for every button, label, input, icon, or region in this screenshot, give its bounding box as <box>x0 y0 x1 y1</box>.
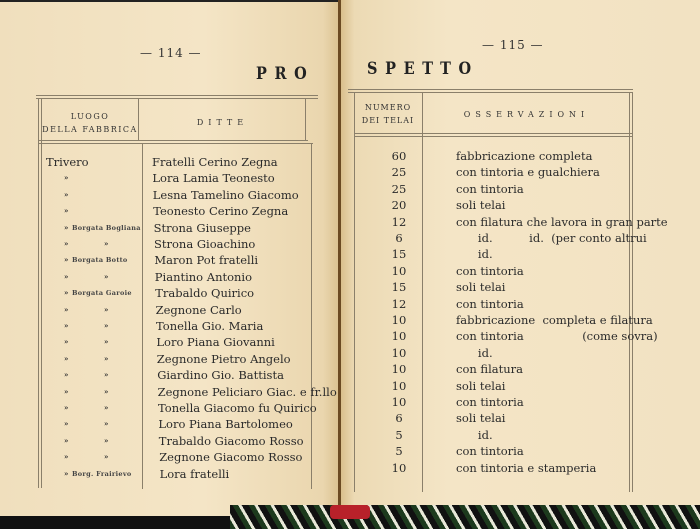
column-header-luogo: LUOGO DELLA FABBRICA <box>42 112 138 134</box>
ditto-mark: » <box>64 304 69 314</box>
luogo-cell: Borgata Bogliana <box>72 223 141 232</box>
ditto-mark: » <box>64 435 69 445</box>
ditta-cell: Strona Giuseppe <box>153 220 251 235</box>
telai-cell: 12 <box>391 296 407 311</box>
osservazioni-cell: con tintoria <box>456 296 524 311</box>
ditta-cell: Zegnone Pietro Angelo <box>156 351 291 366</box>
ditto-mark: » <box>64 337 69 347</box>
telai-cell: 10 <box>391 378 407 393</box>
ditto-mark: » <box>64 452 69 462</box>
ditto-mark: » <box>64 288 69 298</box>
osservazioni-cell: con tintoria e gualchiera <box>456 165 600 180</box>
ditta-cell: Trabaldo Giacomo Rosso <box>158 433 304 448</box>
telai-cell: 10 <box>391 263 407 278</box>
telai-cell: 15 <box>391 247 407 262</box>
ditto-mark: » <box>64 271 69 281</box>
book-spine <box>338 0 341 520</box>
ditta-cell: Zegnone Carlo <box>155 302 242 317</box>
ditto-mark: » <box>104 271 109 281</box>
ditto-mark: » <box>64 173 69 183</box>
column-header-ditte: DITTE <box>196 118 249 127</box>
ditta-cell: Lesna Tamelino Giacomo <box>152 187 299 202</box>
page-number-left: — 114 — <box>140 46 202 60</box>
telai-cell: 5 <box>395 427 403 442</box>
ditto-mark: » <box>104 370 109 380</box>
ditto-mark: » <box>104 321 109 330</box>
telai-cell: 10 <box>391 395 407 409</box>
ditta-cell: Lora fratelli <box>159 466 230 481</box>
ditta-cell: Strona Gioachino <box>154 237 256 251</box>
ditto-mark: » <box>104 435 109 445</box>
osservazioni-cell: con tintoria <box>456 444 524 459</box>
telai-cell: 10 <box>391 345 407 360</box>
ditto-mark: » <box>64 255 69 265</box>
col-divider <box>142 144 143 489</box>
ditta-cell: Tonella Gio. Maria <box>156 319 264 333</box>
header-bottom-rule <box>38 140 308 141</box>
telai-cell: 12 <box>391 214 407 229</box>
ditta-cell: Maron Pot fratelli <box>154 253 259 268</box>
luogo-cell: Trivero <box>46 155 89 169</box>
ditto-mark: » <box>104 452 109 462</box>
ditto-mark: » <box>64 206 69 216</box>
telai-cell: 25 <box>391 181 407 196</box>
page-number-right: — 115 — <box>482 38 544 52</box>
ditto-mark: » <box>104 403 109 412</box>
ditto-mark: » <box>104 353 109 363</box>
osservazioni-cell: con tintoria <box>456 263 524 278</box>
ditto-mark: » <box>64 189 69 199</box>
ditta-cell: Zegnone Giacomo Rosso <box>159 450 303 465</box>
table-left-border <box>354 92 355 492</box>
osservazioni-cell: id. <box>456 427 493 442</box>
osservazioni-cell: soli telai <box>456 280 506 295</box>
table-right-border <box>311 144 312 489</box>
left-page <box>0 0 340 520</box>
ditto-mark: » <box>64 239 69 248</box>
telai-cell: 25 <box>391 165 407 180</box>
ditto-mark: » <box>64 353 69 363</box>
ditta-cell: Piantino Antonio <box>154 269 253 284</box>
ditto-mark: » <box>104 304 109 314</box>
osservazioni-cell: fabbricazione completa e filatura <box>456 313 653 327</box>
osservazioni-cell: con filatura <box>456 362 524 377</box>
luogo-cell: Borg. Frairievo <box>72 469 132 478</box>
telai-cell: 20 <box>391 198 407 213</box>
table-right-border <box>629 92 630 492</box>
col-divider-header <box>138 98 139 140</box>
ditto-mark: » <box>104 419 109 429</box>
column-header-numero: NUMERO DEI TELAI <box>361 103 415 125</box>
cover-binding <box>230 505 700 529</box>
osservazioni-cell: con tintoria e stamperia <box>456 460 597 475</box>
table-top-rule <box>36 95 318 96</box>
ditta-cell: Zegnone Peliciaro Giac. e fr.llo <box>157 384 337 399</box>
column-header-osservazioni: OSSERVAZIONI <box>463 110 590 119</box>
table-top-rule-2 <box>348 92 633 93</box>
ditto-mark: » <box>64 468 69 478</box>
telai-cell: 10 <box>391 460 407 475</box>
heading-left: PRO <box>256 64 315 84</box>
osservazioni-cell: soli telai <box>456 378 506 393</box>
table-left-border <box>38 98 39 488</box>
ditta-cell: Trabaldo Quirico <box>155 286 255 301</box>
telai-cell: 6 <box>395 231 403 245</box>
telai-cell: 10 <box>391 313 407 327</box>
telai-cell: 10 <box>391 362 407 377</box>
telai-cell: 60 <box>391 149 407 163</box>
ditta-cell: Fratelli Cerino Zegna <box>152 155 278 169</box>
ditto-mark: » <box>104 386 109 396</box>
ditto-mark: » <box>64 321 69 330</box>
ditto-mark: » <box>64 370 69 380</box>
header-bottom-rule-2 <box>38 143 313 144</box>
ditto-mark: » <box>64 419 69 429</box>
table-top-rule-2 <box>36 98 318 99</box>
ditta-cell: Teonesto Cerino Zegna <box>153 204 289 219</box>
ditto-mark: » <box>104 239 109 248</box>
ditto-mark: » <box>64 386 69 396</box>
osservazioni-cell: id. id. (per conto altrui <box>456 231 647 245</box>
ditta-cell: Loro Piana Bartolomeo <box>158 417 293 432</box>
osservazioni-cell: id. <box>456 345 493 360</box>
header-bottom-rule-2 <box>354 136 632 137</box>
ditto-mark: » <box>64 403 69 412</box>
ditto-mark: » <box>104 337 109 347</box>
table-left-border-2 <box>41 98 42 488</box>
col-divider <box>422 92 423 492</box>
table-right-border-2 <box>632 92 633 492</box>
telai-cell: 5 <box>395 444 403 459</box>
osservazioni-cell: con tintoria (come sovra) <box>456 329 658 344</box>
luogo-cell: Borgata Botto <box>72 256 128 265</box>
osservazioni-cell: id. <box>456 247 493 262</box>
ditta-cell: Lora Lamia Teonesto <box>152 171 275 186</box>
osservazioni-cell: con filatura che lavora in gran parte <box>456 214 668 229</box>
osservazioni-cell: soli telai <box>456 411 506 426</box>
ditto-mark: » <box>64 222 69 232</box>
osservazioni-cell: fabbricazione completa <box>456 149 593 163</box>
osservazioni-cell: con tintoria <box>456 395 524 409</box>
table-right-border-header <box>305 98 306 140</box>
ditta-cell: Tonella Giacomo fu Quirico <box>158 401 317 415</box>
telai-cell: 10 <box>391 329 407 344</box>
header-bottom-rule <box>354 133 632 134</box>
telai-cell: 6 <box>395 411 403 426</box>
telai-cell: 15 <box>391 280 407 295</box>
ditta-cell: Giardino Gio. Battista <box>157 368 284 383</box>
luogo-cell: Borgata Garoie <box>72 289 132 298</box>
cover-binding-accent <box>330 505 370 519</box>
osservazioni-cell: soli telai <box>456 198 506 213</box>
heading-right: SPETTO <box>367 59 479 79</box>
ditta-cell: Loro Piana Giovanni <box>156 335 275 350</box>
osservazioni-cell: con tintoria <box>456 181 524 196</box>
table-top-rule <box>348 89 633 90</box>
right-page <box>340 0 700 522</box>
